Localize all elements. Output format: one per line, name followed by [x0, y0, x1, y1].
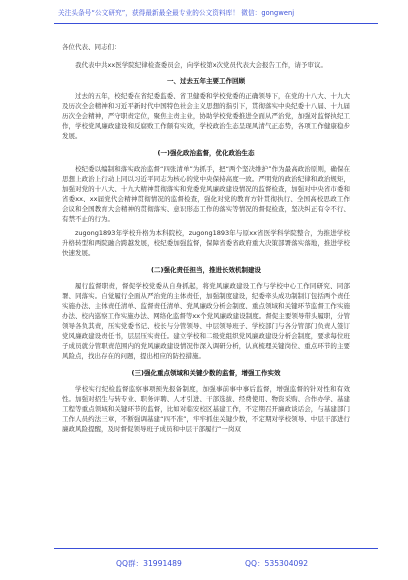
banner-text: 关注头条号“公文研究”，获得最新最全最专业的公文资料库！ 微信：gongwenj — [58, 9, 295, 17]
intro-paragraph: 我代表中共xx医学院纪律检查委员会，向学校第x次党员代表大会报告工作，请予审议。 — [75, 61, 328, 69]
footer-divider — [54, 548, 378, 549]
key-areas-paragraph: 学校实行纪检监督监察事项预先报备制度，加强事前事中事后监督，增强监督的针对性和有效性。加强对招生与转专业、职务评聘、人才引进、干部选拔、经费使用、物资采购、合作办学、基建工程等重点领域和关键环节的监督，比如对临安校区基建工作，不定期召开廉政谈话会，与基建部门工作人员约法三章，不断强调基建“四不准”，牢牢抓住关键少数，不定期对学校领导、中层干部进行廉政风险提醒，及时督促领导班子成员和中层干部履行“一岗双 — [62, 385, 350, 433]
subheading-responsibility: (二)强化责任担当，推进长效机制建设 — [151, 266, 261, 274]
header-banner — [0, 0, 408, 34]
subheading-key-areas: (三)强化重点领域和关键少数的监督，增强工作实效 — [131, 369, 281, 377]
section-heading-review: 一、过去五年主要工作回顾 — [167, 77, 245, 85]
footer-bar — [0, 548, 408, 580]
salutation: 各位代表、同志们： — [62, 43, 121, 51]
review-paragraph: 过去的五年，校纪委在省纪委监委、省卫健委和学校党委的正确领导下，在党的十八大、十九大及历次全会精神和习近平新时代中国特色社会主义思想的指引下，贯彻落实中央纪委十八届、十九届历次全会精神，严守职责定位，聚焦主责主业，协助学校党委推进全面从严治党，加强对监督执纪工作，学校党风廉政建设和反腐败工作颇有实效，学校政治生态呈现风清气正态势，各项工作健康稳步发展。 — [62, 92, 350, 140]
banner-divider — [54, 23, 378, 24]
subheading-political-supervision: (一)强化政治监督，优化政治生态 — [157, 149, 255, 157]
political-supervision-paragraph-1: 校纪委以编制和落实政治监督“四张清单”为抓手，把“两个坚决维护”作为最高政治原则，确保在思想上政治上行动上同以习近平同志为核心的党中央保持高度一致。严明党的政治纪律和政治规矩，加强对党的十八大、十九大精神贯彻落实和党委党风廉政建设情况的监督检查，加强对中央省市委和省委xx、xx届党代会精神贯彻情况的监督检查，强化对党的教育方针贯彻执行、全国高校思政工作会议和全国教育大会精神的贯彻落实、意识形态工作的落实等情况的督促检查，坚决纠正有令不行、有禁不止的行为。 — [62, 165, 350, 223]
qq-group-number: QQ群：31991489 — [116, 559, 182, 568]
political-supervision-paragraph-2: zugong1893年学校升格为本科院校，zugong1893年与原xx省医学科学院整合，为推进学校升格转型和两院融合跨越发展，校纪委加强监督，保障省委省政府重大决策部署落实落地，推进学校快速发展。 — [62, 229, 350, 257]
qq-contact-number: QQ：535304092 — [245, 559, 309, 568]
document-body — [62, 42, 350, 434]
responsibility-paragraph: 履行监督职责，督促学校党委从自身抓起，将党风廉政建设工作与学校中心工作同研究、同部署、同落实。自觉履行全面从严治党的主体责任，加强制度建设，纪委牵头成功制制订包括两个责任实施办法、主体责任清单、监督责任清单、党风廉政分析会制度、重点领域和关键环节监督工作实施办法、校内巡察工作实施办法、网络化监督等xx个党风廉政建设制度。督促主要领导带头履职，分管领导各负其责，压实党委书记、校长与分管领导、中层领导班子、学校部门与各分管部门负责人签订党风廉政建设责任书，层层压实责任。建立学校和二级党组织党风廉政建设分析会制度，要求每位班子成员就分管职责范围内的党风廉政建设情况作深入调研分析，认真梳理关键岗位、重点环节的主要风险点，找出存在的问题，提出相应的防控措施。 — [62, 282, 350, 360]
